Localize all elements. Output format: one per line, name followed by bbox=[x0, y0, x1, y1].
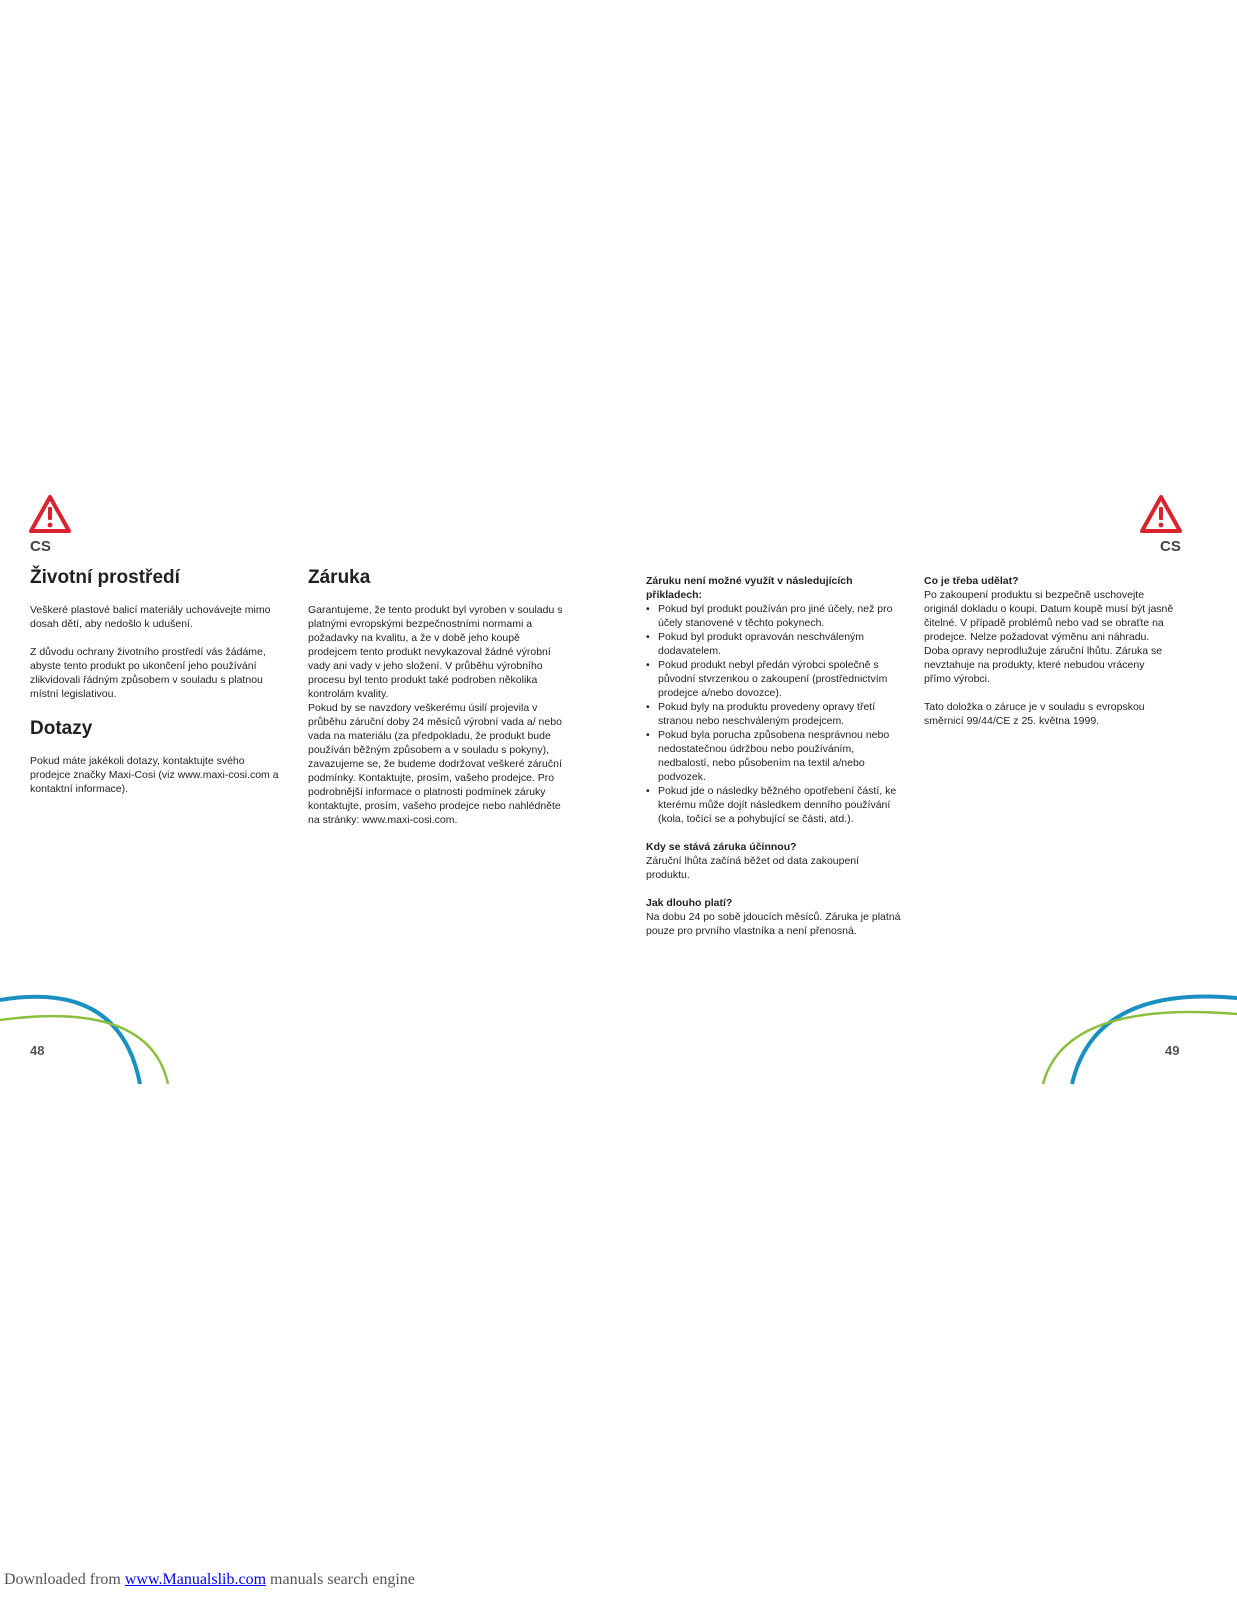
page-number: 49 bbox=[1165, 1043, 1180, 1058]
list-item: • Pokud byla porucha způsobena nesprávnou nebo nedostatečnou údržbou nebo používáním, nedbalostí, nebo působením na textil a/nebo podvozek. bbox=[646, 728, 904, 784]
footer-suffix: manuals search engine bbox=[266, 1571, 415, 1588]
section-title: Dotazy bbox=[30, 718, 93, 739]
section-heading: Jak dlouho platí? bbox=[646, 897, 733, 909]
list-item: • Pokud produkt nebyl předán výrobci společně s původní stvrzenkou o zakoupení (prostřednictvím prodejce a/nebo dovozce). bbox=[646, 658, 904, 700]
language-code: CS bbox=[1160, 538, 1181, 555]
download-footer bbox=[4, 1571, 415, 1589]
section-heading: Záruku není možné využít v následujících příkladech: bbox=[646, 575, 853, 601]
questions-section bbox=[30, 718, 285, 810]
environment-section bbox=[30, 567, 285, 715]
list-item: • Pokud jde o následky běžného opotřebení částí, ke kterému může dojít následkem denního používání (kola, točící se a pohybující se části, atd.). bbox=[646, 784, 904, 826]
paragraph: Tato doložka o záruce je v souladu s evropskou směrnicí 99/44/CE z 25. května 1999. bbox=[924, 701, 1145, 727]
decorative-arcs-right bbox=[1035, 990, 1237, 1090]
warranty-section bbox=[308, 567, 566, 841]
footer-prefix: Downloaded from bbox=[4, 1571, 125, 1588]
paragraph: Veškeré plastové balicí materiály uchovávejte mimo dosah dětí, aby nedošlo k udušení. bbox=[30, 604, 271, 630]
paragraph: Z důvodu ochrany životního prostředí vás žádáme, abyste tento produkt po ukončení jeho používání zlikvidovali řádným způsobem v souladu s platnou místní legislativou. bbox=[30, 646, 266, 700]
section-title: Životní prostředí bbox=[30, 567, 180, 588]
language-code: CS bbox=[30, 538, 51, 555]
list-item: • Pokud byl produkt opravován neschváleným dodavatelem. bbox=[646, 630, 904, 658]
section-heading: Co je třeba udělat? bbox=[924, 575, 1019, 587]
paragraph: Záruční lhůta začíná běžet od data zakoupení produktu. bbox=[646, 855, 860, 881]
exclusions-list bbox=[646, 602, 904, 826]
warning-icon bbox=[1139, 494, 1183, 534]
list-item: • Pokud byly na produktu provedeny opravy třetí stranou nebo neschváleným prodejcem. bbox=[646, 700, 904, 728]
page-number: 48 bbox=[30, 1043, 45, 1058]
paragraph: Na dobu 24 po sobě jdoucích měsíců. Záruka je platná pouze pro prvního vlastníka a není přenosná. bbox=[646, 911, 901, 937]
exclusions-section bbox=[646, 574, 904, 952]
decorative-arcs-left bbox=[0, 990, 180, 1090]
todo-section bbox=[924, 574, 1174, 742]
section-title: Záruka bbox=[308, 567, 371, 588]
paragraph: Pokud máte jakékoli dotazy, kontaktujte svého prodejce značky Maxi-Cosi (viz www.maxi-cosi.com a kontaktní informace). bbox=[30, 755, 279, 795]
section-heading: Kdy se stává záruka účinnou? bbox=[646, 841, 797, 853]
paragraph: Pokud by se navzdory veškerému úsilí projevila v průběhu záruční doby 24 měsíců výrobní vada a/ nebo vada na materiálu (za předpokladu, že produkt bude používán běžným způsobem a v souladu s pokyny), zavazujeme se, že budeme dodržovat veškeré záruční podmínky. Kontaktujte, prosím, vašeho prodejce. Pro podrobnější informace o platnosti podmínek záruky kontaktujte, prosím, vašeho prodejce nebo nahlédněte na stránky: www.maxi-cosi.com. bbox=[308, 702, 562, 826]
list-item: • Pokud byl produkt používán pro jiné účely, než pro účely stanovené v těchto pokynech. bbox=[646, 602, 904, 630]
paragraph: Garantujeme, že tento produkt byl vyroben v souladu s platnými evropskými bezpečnostními normami a požadavky na kvalitu, a že v době jeho koupě prodejcem tento produkt nevykazoval žádné výrobní vady ani vady v jeho složení. V průběhu výrobního procesu byl tento produkt také podroben několika kontrolám kvality. bbox=[308, 604, 563, 700]
paragraph: Po zakoupení produktu si bezpečně uschovejte originál dokladu o koupi. Datum koupě musí být jasně čitelné. V případě problémů nebo vad se obraťte na prodejce. Nelze požadovat výměnu ani náhradu. Doba opravy neprodlužuje záruční lhůtu. Záruka se nevztahuje na produkty, které nebudou vráceny přímo výrobci. bbox=[924, 589, 1174, 685]
warning-icon bbox=[28, 494, 72, 534]
manualslib-link[interactable]: www.Manualslib.com bbox=[124, 1571, 267, 1588]
